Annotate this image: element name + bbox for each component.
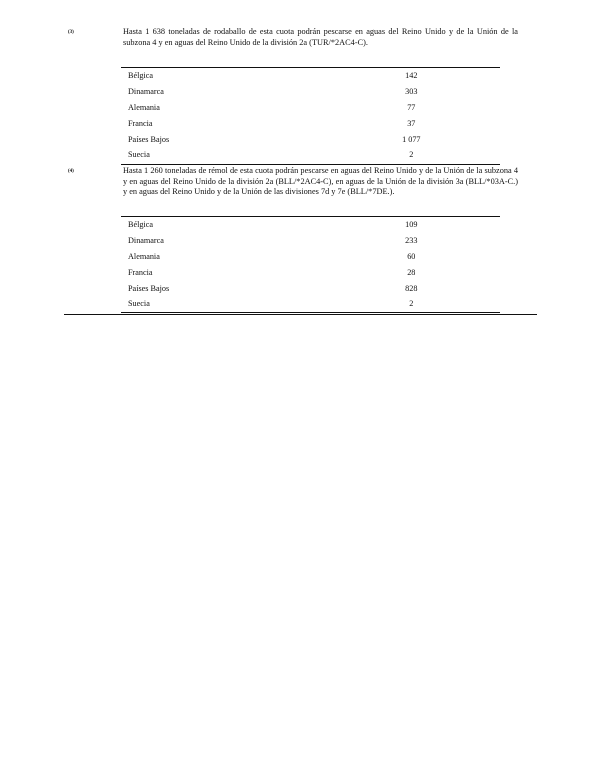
- country-cell: Dinamarca: [128, 236, 164, 246]
- quantity-cell: 28: [407, 267, 416, 277]
- table-row: [121, 84, 500, 100]
- country-cell: Bélgica: [128, 71, 154, 81]
- quantity-cell: 60: [407, 251, 416, 261]
- table-row: [121, 280, 500, 296]
- quantity-cell: 77: [407, 102, 416, 112]
- quantity-cell: 2: [409, 150, 414, 160]
- table-row: [121, 233, 500, 249]
- quantity-cell: 2: [409, 299, 414, 309]
- table-row: [121, 249, 500, 265]
- country-cell: Alemania: [128, 102, 160, 112]
- table-row: [121, 68, 500, 84]
- table-row: [121, 100, 500, 116]
- section-bottom-rule: [64, 314, 537, 315]
- table-row: [121, 296, 500, 312]
- country-cell: Alemania: [128, 251, 160, 261]
- quantity-cell: 1 077: [402, 134, 421, 144]
- country-cell: Suecia: [128, 150, 150, 160]
- allocation-table-brill: [121, 217, 500, 312]
- country-cell: Suecia: [128, 299, 150, 309]
- table-row: [121, 147, 500, 163]
- footnote-marker-3: (3): [68, 30, 74, 35]
- quantity-cell: 303: [405, 87, 418, 97]
- quantity-cell: 142: [405, 71, 418, 81]
- footnote-marker-4: (4): [68, 169, 74, 174]
- country-cell: Bélgica: [128, 220, 154, 230]
- quantity-cell: 233: [405, 236, 418, 246]
- table-row: [121, 217, 500, 233]
- country-cell: Países Bajos: [128, 283, 170, 293]
- table-row: [121, 264, 500, 280]
- country-cell: Francia: [128, 267, 153, 277]
- quantity-cell: 37: [407, 118, 416, 128]
- footnote-text-3: Hasta 1 638 toneladas de rodaballo de esta cuota podrán pescarse en aguas del Reino Unido y de la Unión de la subzona 4 y en aguas del Reino Unido de la división 2a (TUR/*2AC4-C).: [123, 27, 518, 47]
- quantity-cell: 109: [405, 220, 418, 230]
- quantity-cell: 828: [405, 283, 418, 293]
- table-row: [121, 115, 500, 131]
- country-cell: Dinamarca: [128, 87, 164, 97]
- country-cell: Países Bajos: [128, 134, 170, 144]
- table-row: [121, 131, 500, 147]
- footnote-text-4: Hasta 1 260 toneladas de rémol de esta cuota podrán pescarse en aguas del Reino Unido y de la Unión de la subzona 4 y en aguas del Reino Unido de la división 2a (BLL/*2AC4-C), en aguas de la Unión de la división 3a (BLL/*03A-C.) y en aguas del Reino Unido y de la Unión de las divisiones 7d y 7e (BLL/*7DE.).: [123, 166, 518, 197]
- allocation-table-turbot: [121, 68, 500, 163]
- country-cell: Francia: [128, 118, 153, 128]
